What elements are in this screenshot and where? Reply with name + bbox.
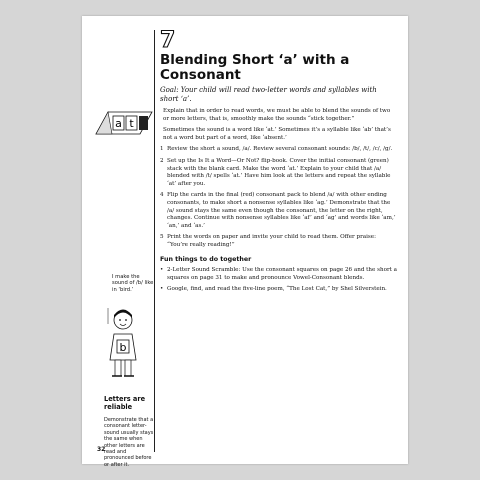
step-item	[160, 192, 398, 230]
fun-heading: Fun things to do together	[160, 255, 252, 263]
page-title: Blending Short ‘a’ with a Consonant	[160, 52, 350, 83]
main-column	[160, 108, 398, 298]
letter-tent-illustration	[94, 108, 154, 136]
step-number: 2	[160, 157, 164, 164]
fun-item	[160, 286, 398, 294]
tent-letter-t: t	[129, 117, 134, 130]
step-text: Flip the cards in the final (red) consonant pack to blend /a/ with other ending consonants, to make short a nonsense syllables like ‘ag.’ Demonstrate that the /a/ sound stays the same even though the consonant, the letter on the right, changes. Continue with nonsense syllables like ‘af’ and ‘ag’ and words like ‘am,’ ‘an,’ and ‘as.’	[167, 192, 396, 229]
book-page	[82, 16, 408, 468]
step-text: Print the words on paper and invite your child to read them. Offer praise: “You’re really reading!”	[167, 234, 376, 248]
step-item	[160, 234, 398, 249]
step-item	[160, 146, 398, 154]
fun-item-text: 2-Letter Sound Scramble: Use the consonant squares on page 26 and the short a squares on page 31 to make and pronounce Vowel-Consonant blends.	[167, 267, 397, 281]
tent-letter-a: a	[115, 117, 122, 130]
kid-card-letter: b	[119, 341, 127, 354]
step-number: 5	[160, 234, 164, 241]
sidebar-tip-text: Demonstrate that a consonant letter-sound usually stays the same when other letters are read and pronounced before or after it.	[104, 417, 154, 468]
intro-paragraph: Sometimes the sound is a word like ‘at.’ Sometimes it’s a syllable like ‘ab’ that’s not a word but part of a word, like ‘absent.’	[163, 127, 391, 141]
sidebar-tip-heading: Letters are reliable	[104, 395, 146, 411]
child-holding-letter-illustration	[100, 306, 146, 384]
step-number: 4	[160, 192, 164, 199]
speech-bubble-text: I make the sound of /b/ like in ‘bird.’	[112, 274, 154, 293]
goal-text: Goal: Your child will read two-letter words and syllables with short ‘a’.	[160, 86, 377, 103]
page-number: 32	[97, 446, 106, 453]
chapter-number: 7	[160, 28, 176, 53]
column-divider	[154, 30, 155, 452]
step-item	[160, 158, 398, 188]
fun-item-text: Google, find, and read the five-line poem, “The Lost Cat,” by Shel Silverstein.	[167, 286, 387, 293]
bullet-icon: •	[160, 286, 164, 293]
step-number: 1	[160, 146, 164, 153]
bullet-icon: •	[160, 267, 164, 274]
intro-paragraph: Explain that in order to read words, we must be able to blend the sounds of two or more letters, that is, smoothly make the sounds “stick together.”	[163, 108, 391, 122]
fun-item	[160, 267, 398, 282]
step-text: Set up the Is It a Word—Or Not? flip-book. Cover the initial consonant (green) stack with the blank card. Make the word ‘at.’ Explain to your child that /a/ blended with /t/ spells ‘at.’ Have him look at the letters and repeat the syllable ‘at’ after you.	[167, 157, 391, 187]
step-text: Review the short a sound, /a/. Review several consonant sounds: /b/, /t/, /c/, /g/.	[167, 146, 393, 153]
